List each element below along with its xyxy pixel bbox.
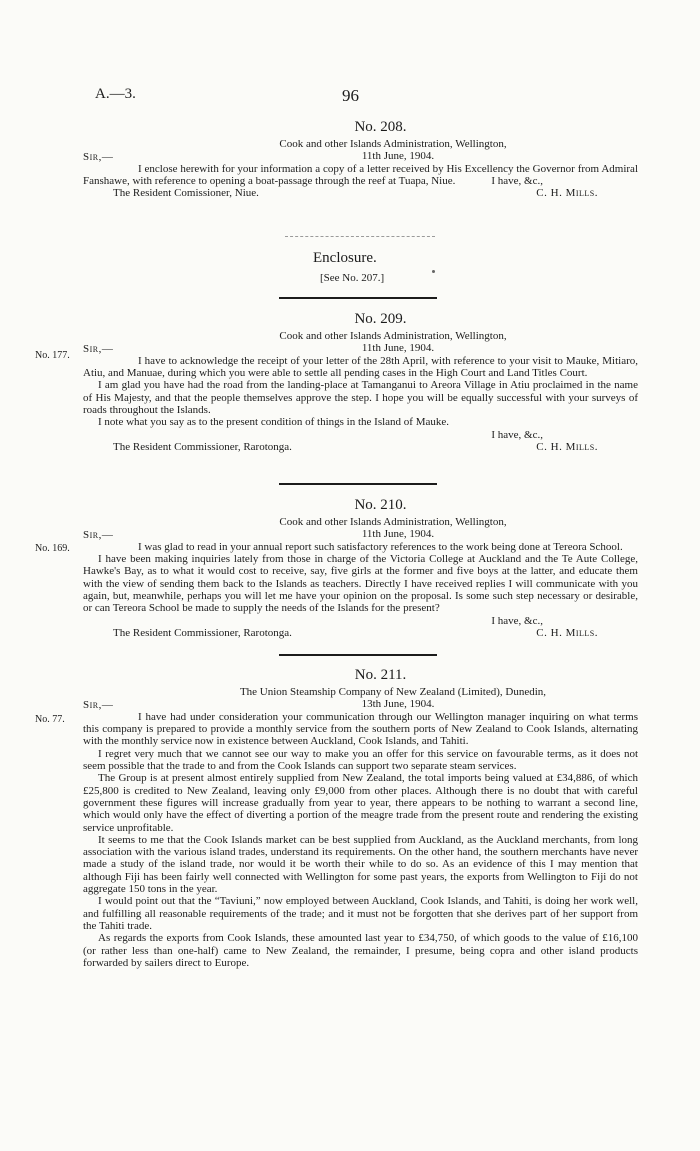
salutation: Sir,— bbox=[83, 150, 114, 163]
paragraph: I have been making inquiries lately from those in charge of the Victoria College at Auckland and the Te Aute College, Hawke's Bay, as to what it would cost to receive, say, five girls at the former and five boys at the latter, and educate them with the view of sending them back to the Islands as teachers. Directly I have received replies I will communicate with you again, but, meanwhile, perhaps you will let me have your opinion on the proposal. Is some such step necessary or desirable, or can Tereora School be made to supply the needs of the Islands for the present? bbox=[83, 553, 638, 615]
paragraph: I regret very much that we cannot see our way to make you an offer for this service on favourable terms, as it does not seem possible that the trade to and from the Cook Islands can support two separate steam services. bbox=[83, 747, 638, 773]
paragraph: I have to acknowledge the receipt of your letter of the 28th April, with reference to your visit to Mauke, Mitiaro, Atiu, and Manuae, during which you were able to settle all pending cases in the High Court and Land Titles Court. bbox=[83, 354, 638, 380]
paragraph: As regards the exports from Cook Islands, these amounted last year to £34,750, of which goods to the value of £16,100 (or rather less than one-half) came to New Zealand, the remainder, I presume, being copra and other island products forwarded by sailers direct to Europe. bbox=[83, 932, 638, 969]
enclosure-reference: [See No. 207.] bbox=[320, 272, 385, 284]
recipient: The Resident Commissioner, Rarotonga. bbox=[113, 440, 292, 453]
letter-date: 13th June, 1904. bbox=[361, 698, 435, 711]
enclosure-title: Enclosure. bbox=[313, 250, 377, 266]
section-code: A.—3. bbox=[95, 86, 136, 102]
letter-from: Cook and other Islands Administration, Wellington, bbox=[279, 138, 507, 150]
paragraph: The Group is at present almost entirely supplied from New Zealand, the total imports being valued at £34,886, of which £25,800 is credited to New Zealand, leaving only £9,000 from other places. Although there is no doubt that with careful government these figures will increase gradually from year to year, there appears to be nothing to warrant a second line, which would only have the effect of diverting a portion of the meagre trade from the present route and rendering the existing service unprofitable. bbox=[83, 772, 638, 834]
letter-211 bbox=[83, 666, 638, 969]
closing: I have, &c., bbox=[491, 175, 543, 188]
paragraph: I am glad you have had the road from the landing-place at Tamanganui to Areora Village in Atiu proclaimed in the name of His Majesty, and that the people themselves approve the step. I hope you will be equally successful with your surveys of roads throughout the Islands. bbox=[83, 379, 638, 417]
divider-rule bbox=[279, 297, 437, 299]
margin-reference: No. 77. bbox=[35, 714, 65, 725]
recipient: The Resident Commissioner, Rarotonga. bbox=[113, 626, 292, 639]
divider-rule bbox=[279, 483, 437, 485]
letter-date: 11th June, 1904. bbox=[361, 150, 435, 163]
recipient: The Resident Comissioner, Niue. bbox=[113, 187, 259, 200]
page-number: 96 bbox=[342, 86, 359, 105]
letter-date: 11th June, 1904. bbox=[361, 528, 435, 541]
margin-reference: No. 169. bbox=[35, 543, 70, 554]
salutation: Sir,— bbox=[83, 528, 114, 541]
letter-number: No. 211. bbox=[354, 667, 407, 683]
paragraph: I would point out that the “Taviuni,” now employed between Auckland, Cook Islands, and Tahiti, is doing her work well, and fulfilling all reasonable requirements of the trade; and it must not be forgotten that she derives part of her support from the Tahiti trade. bbox=[83, 895, 638, 932]
divider-rule bbox=[279, 654, 437, 656]
letter-from: The Union Steamship Company of New Zealand (Limited), Dunedin, bbox=[239, 686, 547, 698]
divider-dashed bbox=[285, 236, 435, 237]
letter-number: No. 210. bbox=[354, 497, 407, 513]
signature: C. H. Mills. bbox=[536, 187, 598, 200]
paragraph: I was glad to read in your annual report such satisfactory references to the work being done at Tereora School. bbox=[138, 540, 623, 553]
paragraph: I note what you say as to the present condition of things in the Island of Mauke. bbox=[98, 416, 450, 429]
letter-210 bbox=[83, 496, 638, 639]
letter-208 bbox=[83, 118, 638, 200]
letter-date: 11th June, 1904. bbox=[361, 342, 435, 355]
letter-number: No. 208. bbox=[354, 119, 407, 135]
letter-209 bbox=[83, 310, 638, 453]
letter-from: Cook and other Islands Administration, Wellington, bbox=[279, 330, 507, 342]
printer-dot bbox=[432, 270, 435, 273]
margin-reference: No. 177. bbox=[35, 350, 70, 361]
salutation: Sir,— bbox=[83, 698, 114, 711]
salutation: Sir,— bbox=[83, 342, 114, 355]
closing: I have, &c., bbox=[491, 428, 543, 441]
signature: C. H. Mills. bbox=[536, 440, 598, 453]
paragraph: I have had under consideration your communication through our Wellington manager inquiring on what terms this company is prepared to provide a monthly service from the southern ports of New Zealand to Cook Islands, alternating with the monthly service now in existence between Auckland, Cook Islands, and Tahiti. bbox=[83, 710, 638, 748]
letter-from: Cook and other Islands Administration, Wellington, bbox=[279, 516, 507, 528]
paragraph: It seems to me that the Cook Islands market can be best supplied from Auckland, as the Auckland merchants, from long association with the various island trades, understand its requirements. On the other hand, the southern merchants have never made a study of the island trade, nor would it be worth their while to do so. As an evidence of this I may mention that although Fiji has been fairly well connected with Wellington for some past years, the exports from Wellington to Fiji do not aggregate 150 tons in the year. bbox=[83, 833, 638, 896]
closing: I have, &c., bbox=[491, 614, 543, 627]
signature: C. H. Mills. bbox=[536, 626, 598, 639]
letter-number: No. 209. bbox=[354, 311, 407, 327]
paragraph: I enclose herewith for your information a copy of a letter received by His Excellency the Governor from Admiral Fanshawe, with reference to opening a boat-passage through the reef at Tuapa, Niue. bbox=[83, 162, 638, 188]
